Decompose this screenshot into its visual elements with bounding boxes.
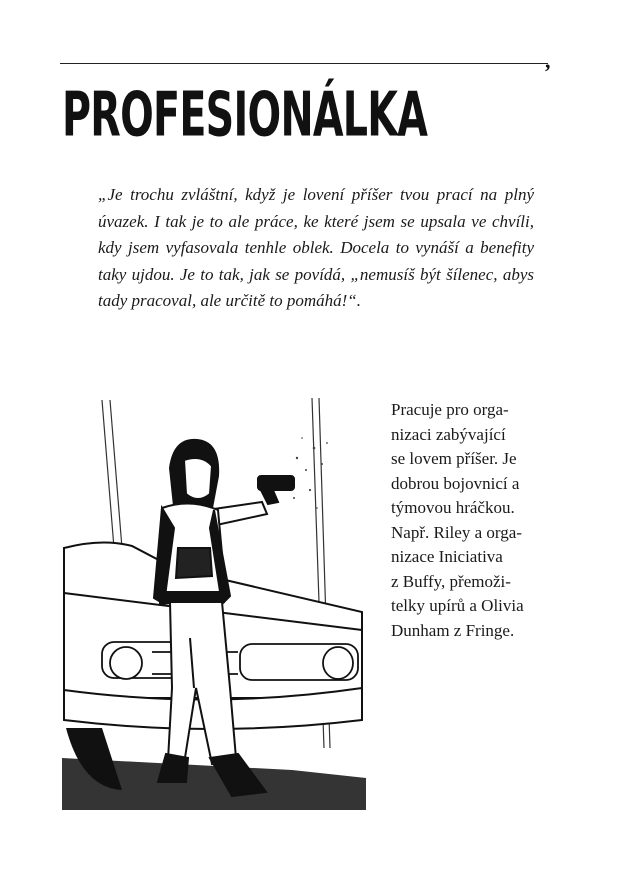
page-title: PROFESIONÁLKA	[62, 78, 428, 151]
description-line: nizace Iniciativa	[391, 547, 503, 566]
description-line: Např. Riley a orga-	[391, 522, 522, 542]
description-line: Pracuje pro orga-	[391, 400, 509, 419]
description-line: z Buffy, přemoži-	[391, 571, 511, 591]
header-rule	[60, 63, 548, 64]
description-line: telky upírů a Olivia	[391, 596, 524, 615]
header-mark: ,	[545, 48, 551, 73]
description-line: týmovou hráčkou.	[391, 498, 515, 517]
woman-with-pistol-illustration	[62, 398, 366, 810]
description-line: se lovem příšer. Je	[391, 449, 517, 468]
description-line: dobrou bojovnicí a	[391, 473, 520, 493]
description-line: nizaci zabývající	[391, 424, 506, 444]
character-quote: „Je trochu zvláštní, když je lovení příšer tvou prací na plný úvazek. I tak je to ale práce, ke které jsem se upsala ve chvíli, kdy jsem vyfasovala tenhle oblek. Docela to vynáší a benefity taky ujdou. Je to tak, jak se povídá, „nemusíš být šílenec, abys tady pracoval, ale určitě to pomáhá!“.	[98, 185, 534, 310]
character-description	[391, 398, 563, 643]
description-line: Dunham z Fringe.	[391, 620, 515, 640]
